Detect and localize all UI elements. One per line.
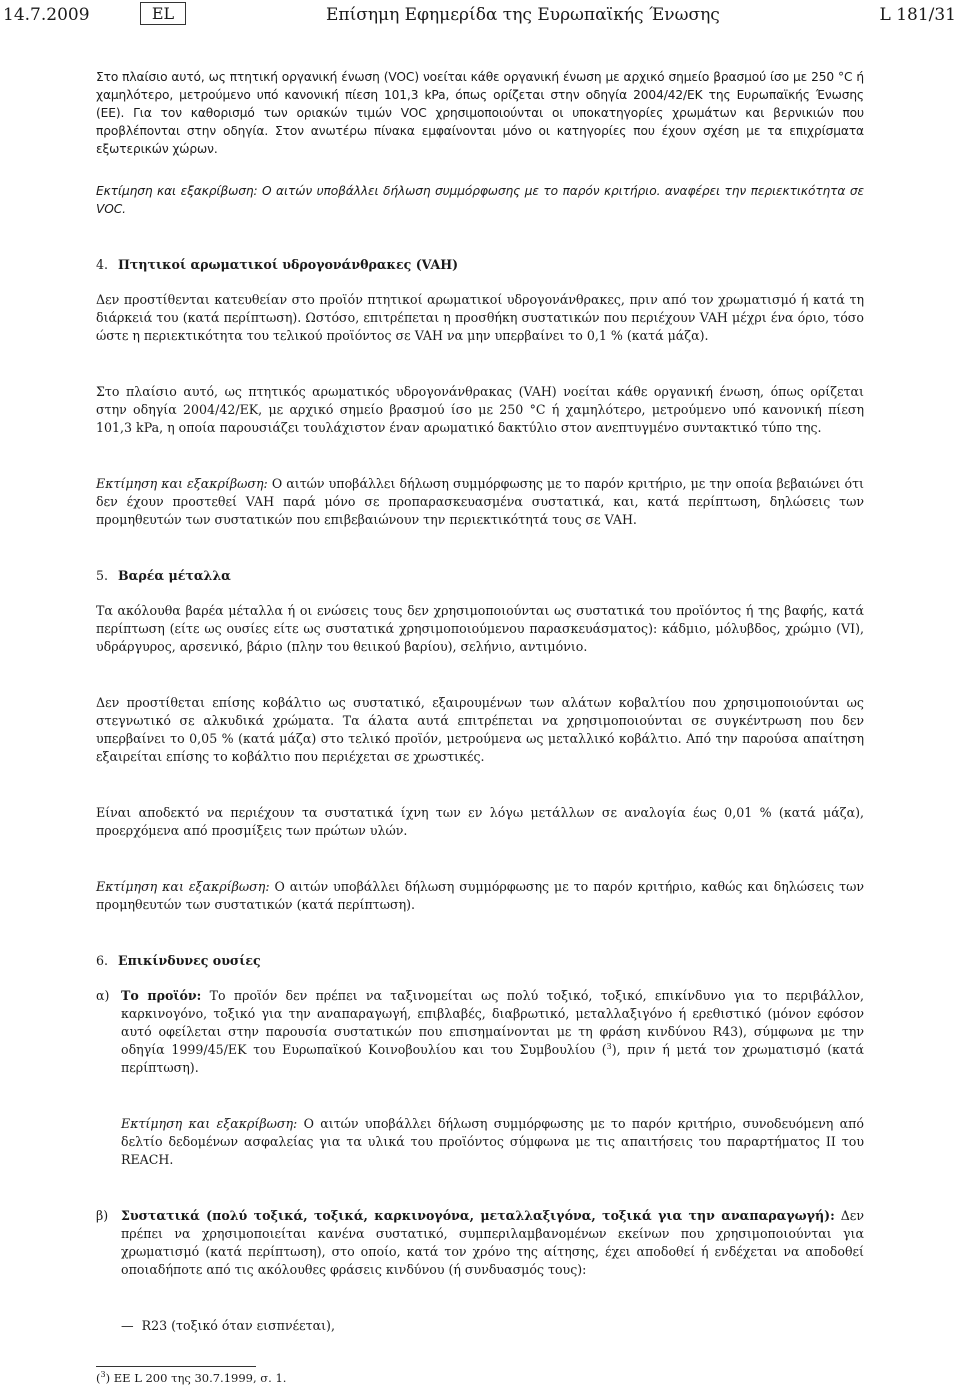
dash-bullet: — <box>121 1318 134 1333</box>
header-language-box: EL <box>140 2 186 25</box>
header-page-number: L 181/31 <box>879 5 956 25</box>
item-b-bold-lead: Συστατικά (πολύ τοξικά, τοξικά, καρκινογόνα, μεταλλαξιγόνα, τοξικά για την αναπαραγωγή): <box>121 1208 835 1223</box>
section-6-item-b: β) Συστατικά (πολύ τοξικά, τοξικά, καρκινογόνα, μεταλλαξιγόνα, τοξικά για την αναπαραγωγή): Δεν πρέπει να χρησιμοποιείται κανένα συστατικό, συμπεριλαμβανομένων εκείνων που χρησιμοποιούνται για χρωματισμό (κατά περίπτωση), στο οποίο, κατά τον χρόνο της αίτησης, έχει αποδοθεί ή ενδέχεται να αποδοθεί οποιαδήποτε από τις ακόλουθες φράσεις κινδύνου (ή συνδυασμός τους): <box>96 1208 864 1277</box>
voc-assessment-paragraph: Εκτίμηση και εξακρίβωση: Ο αιτών υποβάλλει δήλωση συμμόρφωσης με το παρόν κριτήριο. αναφέρει την περιεκτικότητα σε VOC. <box>96 184 864 216</box>
section-4-assessment: Εκτίμηση και εξακρίβωση: Ο αιτών υποβάλλει δήλωση συμμόρφωσης με το παρόν κριτήριο, με την οποία βεβαιώνει ότι δεν έχουν προστεθεί VAH παρά μόνο σε προπαρασκευασμένα συστατικά, και, κατά περίπτωση, δηλώσεις των προμηθευτών των συστατικών που επιβεβαιώνουν την περιεκτικότητά τους σε VAH. <box>96 476 864 527</box>
section-4-heading: 4. Πτητικοί αρωματικοί υδρογονάνθρακες (VAH) <box>96 257 459 272</box>
footnote-divider <box>96 1366 256 1367</box>
header-date: 14.7.2009 <box>3 5 90 25</box>
section-5-paragraph-3: Είναι αποδεκτό να περιέχουν τα συστατικά ίχνη των εν λόγω μετάλλων σε αναλογία έως 0,01 % (κατά μάζα), προερχόμενα από προσμίξεις των πρώτων υλών. <box>96 805 864 838</box>
document-body <box>96 68 864 1335</box>
section-6-item-a-assessment: Εκτίμηση και εξακρίβωση: Ο αιτών υποβάλλει δήλωση συμμόρφωσης με το παρόν κριτήριο, συνοδευόμενη από δελτίο δεδομένων ασφαλείας για τα υλικά του προϊόντος σύμφωνα με τις απαιτήσεις του παραρτήματος II του REACH. <box>121 1116 864 1167</box>
section-4-paragraph-1: Δεν προστίθενται κατευθείαν στο προϊόν πτητικοί αρωματικοί υδρογονάνθρακες, πριν από τον χρωματισμό ή κατά τη διάρκειά του (κατά περίπτωση). Ωστόσο, επιτρέπεται η προσθήκη συστατικών που περιέχουν VAH μέχρι ένα όριο, τόσο ώστε η περιεκτικότητα του τελικού προϊόντος σε VAH να μην υπερβαίνει το 0,1 % (κατά μάζα). <box>96 292 864 343</box>
footnote-ref-3[interactable]: 3 <box>606 1041 612 1051</box>
page-header <box>0 2 960 26</box>
footnote-3: ($^3$) ΕΕ L 200 της 30.7.1999, σ. 1. <box>96 1370 287 1385</box>
section-6-heading: 6. Επικίνδυνες ουσίες <box>96 953 261 968</box>
item-b-label: β) <box>96 1208 109 1223</box>
voc-definition-paragraph: Στο πλαίσιο αυτό, ως πτητική οργανική ένωση (VOC) νοείται κάθε οργανική ένωση με αρχικό σημείο βρασμού ίσο με 250 °C ή χαμηλότερο, μετρούμενο υπό κανονική πίεση 101,3 kPa, όπως ορίζεται στην οδηγία 2004/42/ΕΚ της Ευρωπαϊκής Ένωσης (ΕΕ). Για τον καθορισμό των οριακών τιμών VOC χρησιμοποιούνται οι υποκατηγορίες χρωμάτων και βερνικιών που προβλέπονται στην οδηγία. Στον ανωτέρω πίνακα εμφαίνονται μόνο οι κατηγορίες που έχουν σχέση με τα επιχρίσματα εξωτερικών χώρων. <box>96 70 864 156</box>
section-5-heading: 5. Βαρέα μέταλλα <box>96 568 231 583</box>
section-4-paragraph-2: Στο πλαίσιο αυτό, ως πτητικός αρωματικός υδρογονάνθρακας (VAH) νοείται κάθε οργανική ένωση, όπως ορίζεται στην οδηγία 2004/42/ΕΚ, με αρχικό σημείο βρασμού ίσο με 250 °C ή χαμηλότερο, μετρούμενο υπό κανονική πίεση 101,3 kPa, η οποία παρουσιάζει τουλάχιστον έναν αρωματικό δακτύλιο στον ανεπτυγμένο συντακτικό τύπο της. <box>96 384 864 435</box>
item-a-label: α) <box>96 988 110 1003</box>
item-a-bold-lead: Το προϊόν: <box>121 988 202 1003</box>
header-journal-title: Επίσημη Εφημερίδα της Ευρωπαϊκής Ένωσης <box>326 5 720 25</box>
section-6-item-a: α) Το προϊόν: Το προϊόν δεν πρέπει να ταξινομείται ως πολύ τοξικό, τοξικό, επικίνδυνο για το περιβάλλον, καρκινογόνο, τοξικό για την αναπαραγωγή, επιβλαβές, διαβρωτικό, μεταλλαξιγόνο ή ερεθιστικό (μόνον εφόσον αυτό οφείλεται στην παρουσία συστατικών που επισημαίνονται με τη φράση κινδύνου R43), σύμφωνα με την οδηγία 1999/45/ΕΚ του Ευρωπαϊκού Κοινοβουλίου και του Συμβουλίου ($^3$), πριν ή μετά τον χρωματισμό (κατά περίπτωση). <box>96 988 865 1075</box>
hazard-phrase-r23: — R23 (τοξικό όταν εισπνέεται), <box>121 1318 335 1333</box>
section-5-assessment: Εκτίμηση και εξακρίβωση: Ο αιτών υποβάλλει δήλωση συμμόρφωσης με το παρόν κριτήριο, καθώς και δηλώσεις των προμηθευτών των συστατικών (κατά περίπτωση). <box>96 879 864 912</box>
section-5-paragraph-1: Τα ακόλουθα βαρέα μέταλλα ή οι ενώσεις τους δεν χρησιμοποιούνται ως συστατικά του προϊόντος ή της βαφής, κατά περίπτωση (είτε ως ουσίες είτε ως συστατικά χρησιμοποιούμενου παρασκευάσματος): κάδμιο, μόλυβδος, χρώμιο (VI), υδράργυρος, αρσενικό, βάριο (πλην του θειικού βαρίου), σελήνιο, αντιμόνιο. <box>96 603 864 654</box>
section-5-paragraph-2: Δεν προστίθεται επίσης κοβάλτιο ως συστατικό, εξαιρουμένων των αλάτων κοβαλτίου που χρησιμοποιούνται ως στεγνωτικό σε αλκυδικά χρώματα. Τα άλατα αυτά επιτρέπεται να χρησιμοποιούνται σε συγκέντρωση που δεν υπερβαίνει το 0,05 % (κατά μάζα) στο τελικό προϊόν, μετρούμενα ως μεταλλικό κοβάλτιο. Από την παρούσα απαίτηση εξαιρείται επίσης το κοβάλτιο που περιέχεται σε χρωστικές. <box>96 695 864 764</box>
